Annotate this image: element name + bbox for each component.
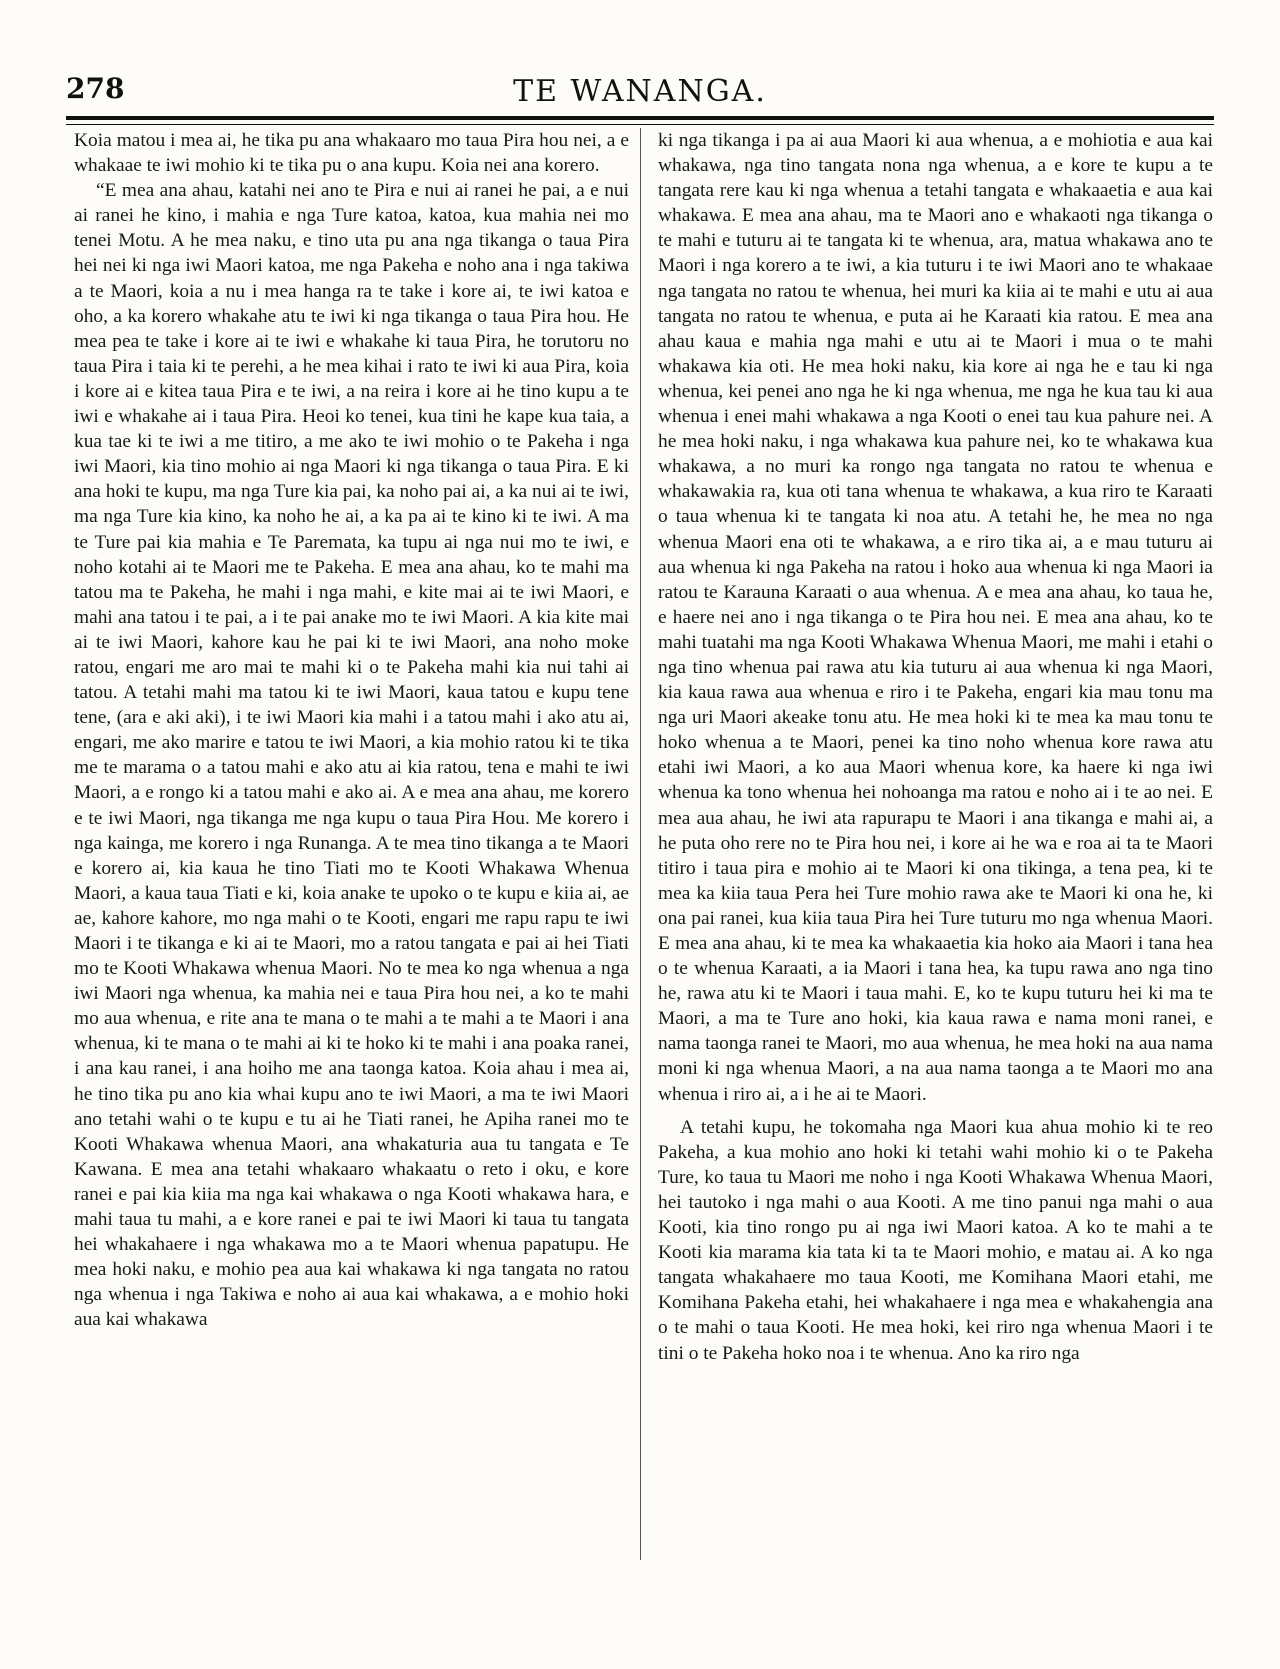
paragraph: Koia matou i mea ai, he tika pu ana whakaaro mo taua Pira hou nei, a e whakaae te iwi mohio ki te tika pu o ana kupu. Koia nei ana korero. — [74, 130, 629, 177]
page-number: 278 — [66, 72, 125, 105]
paragraph: A tetahi kupu, he tokomaha nga Maori kua ahua mohio ki te reo Pakeha, a kua mohio ano hoki ki tetahi wahi mohio ki o te Pakeha Ture, ko taua tu Maori me noho i nga Kooti Whakawa Whenua Maori, hei tautoko i nga mahi o aua Kooti. A me tino panui nga mahi o aua Kooti, kia tino rongo pu ai nga iwi Maori katoa. A ko te mahi a te Kooti kia marama kia tata ki ta te Maori mohio, e matau ai. A ko nga tangata whakahaere mo taua Kooti, me Komihana Maori etahi, me Komihana Pakeha etahi, hei whakahaere i nga mea e whakahengia ana o te mahi o taua Kooti. He mea hoki, kei riro nga whenua Maori i te tini o te Pakeha hoko noa i te whenua. Ano ka riro nga — [658, 1116, 1213, 1364]
left-column — [74, 128, 629, 1333]
right-column — [658, 128, 1213, 1366]
publication-title: TE WANANGA. — [513, 74, 767, 109]
paragraph: “E mea ana ahau, katahi nei ano te Pira e nui ai ranei he pai, a e nui ai ranei he kino, i mahia e nga Ture katoa, katoa, kua mahia nei mo tenei Motu. A he mea naku, e tino uta pu ana nga tikanga o taua Pira hei nei ki nga iwi Maori katoa, me nga Pakeha e noho ana i nga takiwa a te Maori, koia a nu i mea hanga ra te take i kore ai, te iwi katoa e oho, a ka korero whakahe atu te iwi ki nga tikanga o taua Pira hou. He mea pea te take i kore ai te iwi e whakahe ki taua Pira, he torutoru no taua Pira i taia ki te perehi, a he mea kihai i rato te iwi ki aua Pira, koia i kore ai e kitea taua Pira e te iwi, a na reira i kore ai he tino kupu a te iwi e whakahe ai i taua Pira. Heoi ko tenei, kua tini he kape kua taia, a kua tae ki te iwi a me titiro, a me ako te iwi mohio o te Pakeha i nga iwi Maori, kia tino mohio ai nga Maori ki nga tikanga o taua Pira. E ki ana hoki te kupu, ma nga Ture kia pai, ka noho pai ai, a ka nui ai te iwi, ma nga Ture kia kino, ka noho he ai, a ka pa ai te kino ki te iwi. A ma te Ture pai kia mahia e Te Paremata, ka tupu ai nga nui mo te iwi, e noho kotahi ai te Maori me te Pakeha. E mea ana ahau, ko te mahi ma tatou ma te Pakeha, he mahi i nga mahi, e kite mai ai te iwi Maori, e mahi ana tatou i te pai, a i te pai anake mo te iwi Maori. A kia kite mai ai te iwi Maori, kahore kau he pai ki te iwi Maori, ana noho moke ratou, engari me aro mai te mahi ki o te Pakeha mahi kia nui tahi ai tatou. A tetahi mahi ma tatou ki te iwi Maori, kaua tatou e kupu tene tene, (ara e aki aki), i te iwi Maori kia mahi i a tatou mahi i ako atu ai, engari, me ako marire e tatou te iwi Maori, a kia mohio ratou ki te tika me te marama o a tatou mahi e ako atu ai kia ratou, tena e mahi te iwi Maori, a e rongo ki a tatou mahi e ako ai. A e mea ana ahau, me korero e te iwi Maori, nga tikanga me nga kupu o taua Pira Hou. Me korero i nga kainga, me korero i nga Runanga. A te mea tino tikanga a te Maori e korero ai, kia kaua he tino Tiati mo te Kooti Whakawa Whenua Maori, a kaua taua Tiati e ki, koia anake te upoko o te kupu e kiia ai, ae ae, kahore kahore, mo nga mahi o te Kooti, engari me rapu rapu te iwi Maori i te tikanga e ki ai te Maori, mo a ratou tangata e pai ai hei Tiati mo te Kooti Whakawa whenua Maori. No te mea ko nga whenua a nga iwi Maori nga whenua, ka mahia nei e taua Pira hou nei, a ko te mahi mo aua whenua, e rite ana te mana o te mahi a te mahi a te Maori i ana whenua, ki te mana o te mahi ai ki te hoko ki te mahi i ana poaka ranei, i ana kau ranei, i ana hoiho me ana taonga katoa. Koia ahau i mea ai, he tino tika pu ano kia whai kupu ano te iwi Maori, a ma te iwi Maori ano tetahi wahi o te kupu e tu ai he Tiati ranei, he Apiha ranei mo te Kooti Whakawa whenua Maori, ana whakaturia aua tu tangata e Te Kawana. E mea ana tetahi whakaaro whakaatu o reto i oku, e kore ranei e pai kia kiia ma nga kai whakawa o nga Kooti whakawa hara, e mahi taua tu mahi, a e kore ranei e pai te iwi Maori ki taua tu tangata hei whakahaere i nga whakawa mo a te Maori whenua papatupu. He mea hoki naku, e mohio pea aua kai whakawa ki nga tangata no ratou nga whenua i nga Takiwa e noho ai aua kai whakawa, a e mohio hoki aua kai whakawa — [74, 180, 629, 1331]
column-divider — [640, 128, 641, 1560]
header-rule-thin — [66, 124, 1214, 125]
paragraph: ki nga tikanga i pa ai aua Maori ki aua whenua, a e mohiotia e aua kai whakawa, nga tino tangata nona nga whenua, a e kore te kupu a te tangata rere kau ki nga whenua a tetahi tangata e whakaaetia e aua kai whakawa. E mea ana ahau, ma te Maori ano e whakaoti nga tikanga o te mahi e tuturu ai te tangata ki te whenua, ara, matua whakawa ano te Maori i nga korero a te iwi, a kia tuturu i te iwi Maori ano te whakaae nga tangata no ratou te whenua, hei muri ka kiia ai te mahi e utu ai aua tangata no ratou te whenua, e puta ai he Karaati kia ratou. E mea ana ahau kaua e mahia nga mahi e utu ai te Maori i mua o te mahi whakawa kia oti. He mea hoki naku, kia kore ai nga he e tau ki nga whenua, kei penei ano nga he ki nga whenua, me nga he kua tau ki aua whenua i enei mahi whakawa a nga Kooti o enei tau kua pahure nei. A he mea hoki naku, i nga whakawa kua pahure nei, ko te whakawa kua whakawa, a no muri ka rongo nga tangata no ratou te whenua e whakawakia ra, kua oti tana whenua te whakawa, a kua riro te Karaati o taua whenua ki te tangata ki noa atu. A tetahi he, he mea no nga whenua Maori ena oti te whakawa, a e riro tika ai, a e mau tuturu ai aua whenua ki nga Pakeha na ratou i hoko aua whenua ki nga Maori ia ratou te Karauna Karaati o aua whenua. A e mea ana ahau, ko taua he, e haere nei ano i nga tikanga o te Pira hou nei. E mea ana ahau, ko te mahi tuatahi ma nga Kooti Whakawa Whenua Maori, me mahi i etahi o nga tino whenua pai rawa atu kia tuturu ai aua whenua ki nga Maori, kia kaua rawa aua whenua e riro i te Pakeha, engari kia mau tonu ma nga uri Maori akeake tonu atu. He mea hoki ki te mea ka mau tonu te hoko whenua a te Maori, penei ka tino noho whenua kore rawa atu etahi iwi Maori, a ko aua Maori whenua kore, ka haere ki nga iwi whenua ka tono whenua hei nohoanga ma ratou e noho ai i te ao nei. E mea aua ahau, he iwi ata rapurapu te Maori i ana tikanga e mahi ai, a he puta oho rere no te Pira hou nei, i kore ai he wa e roa ai ta te Maori titiro i taua pira e mohio ai te Maori ki ona tikinga, a tena pea, ki te mea ka kiia taua Pera hei Ture mohio rawa ake te Maori ki ona he, ki ona pai ranei, kua kiia taua Pira hei Ture tuturu mo nga whenua Maori. E mea ana ahau, ki te mea ka whakaaetia kia hoko aia Maori i tana hea o te whenua Karaati, a ia Maori i tana hea, ka tupu rawa ano nga tino he, rawa atu ki te Maori i taua mahi. E, ko te kupu tuturu hei ki ma te Maori, a ma te Ture ano hoki, kia kaua rawa e nama moni ranei, e nama taonga ranei te Maori, mo aua whenua, he mea hoki na aua nama moni ki nga whenua Maori, a na aua nama taonga a te Maori mo ana whenua i riro ai, a i he ai te Maori. — [658, 130, 1213, 1105]
header-rule-thick — [66, 116, 1214, 120]
